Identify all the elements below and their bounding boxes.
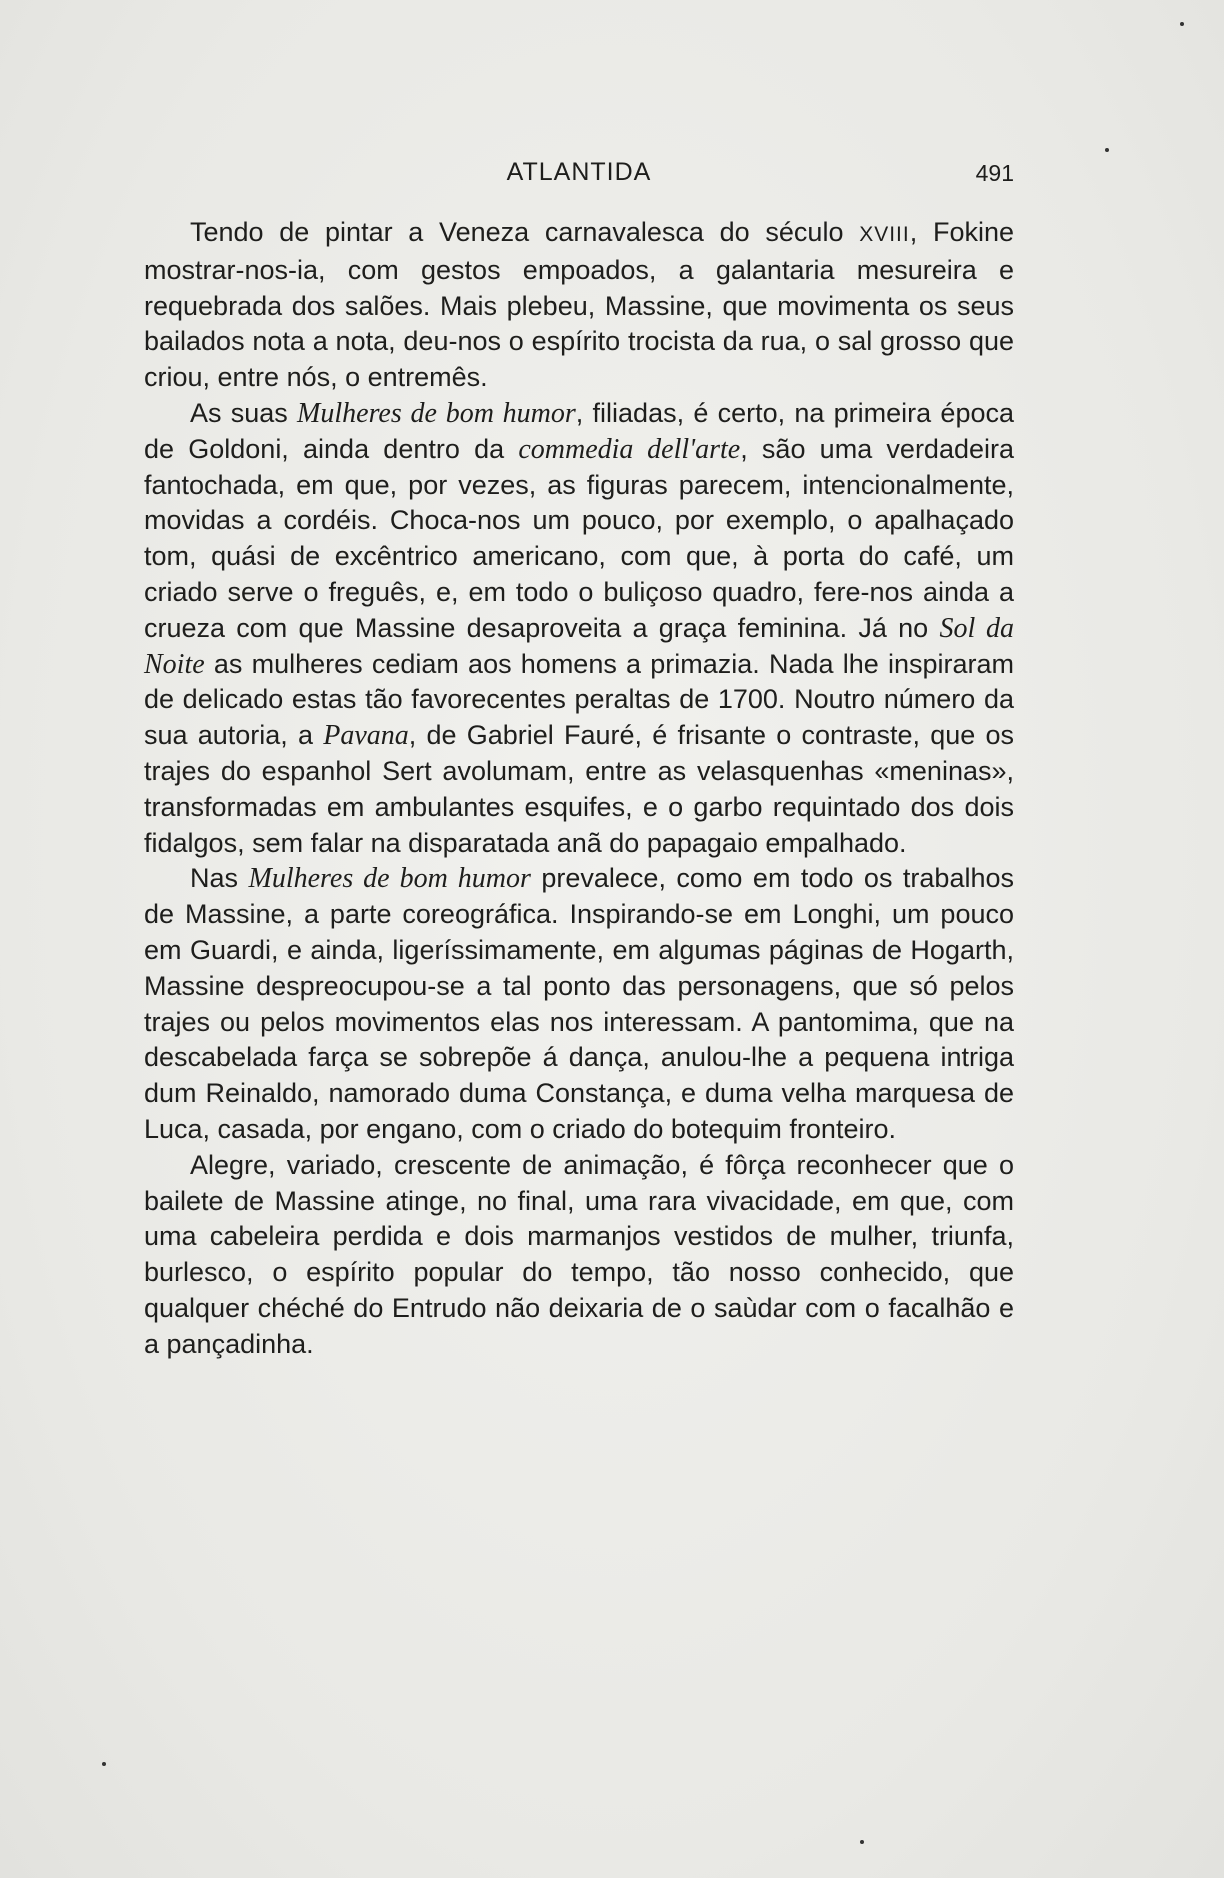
roman-numeral: XVIII xyxy=(859,223,910,246)
text-run: Alegre, variado, crescente de animação, é fôrça reconhecer que o bailete de Massine atinge, no final, uma rara vivacidade, em que, com uma cabeleira perdida e dois marmanjos vestidos de mulher, triunfa, burlesco, o espírito popular do tempo, tão nosso conhecido, que qualquer chéché do Entrudo não deixaria de o saùdar com o facalhão e a pançadinha. xyxy=(144,1149,1014,1359)
print-speck xyxy=(860,1840,864,1844)
running-head xyxy=(144,158,1014,192)
body-text xyxy=(144,215,1014,1363)
text-run: Tendo de pintar a Veneza carnavalesca do século xyxy=(190,217,860,247)
print-speck xyxy=(1105,148,1109,152)
paragraph xyxy=(144,1148,1014,1363)
text-run: As suas xyxy=(190,397,298,428)
print-speck xyxy=(1180,22,1184,26)
text-run: prevalece, como em todo os trabalhos de Massine, a parte coreográfica. Inspirando-se em Longhi, um pouco em Guardi, e ainda, ligeríssimamente, em algumas páginas de Hogarth, Massine despreocupou-se a tal ponto das personagens, que só pelos trajes ou pelos movimentos elas nos interessam. A pantomima, que na descabelada farça se sobrepõe á dança, anulou-lhe a pequena intriga dum Reinaldo, namorado duma Constança, e duma velha marquesa de Luca, casada, por engano, com o criado do botequim fronteiro. xyxy=(144,863,1014,1144)
italic-title: commedia dell'arte xyxy=(518,433,741,465)
page-number: 491 xyxy=(975,160,1014,186)
paragraph xyxy=(144,215,1014,396)
text-run: as mulheres cediam aos homens a primazia. Nada lhe inspiraram de delicado estas tão favorecentes peraltas de 1700. Noutro número da sua autoria, a xyxy=(144,648,1014,751)
italic-title: Mulheres de bom humor xyxy=(297,397,576,429)
print-speck xyxy=(102,1762,106,1766)
text-run: , Fokine mostrar-nos-ia, com gestos empoados, a galantaria mesureira e requebrada dos salões. Mais plebeu, Massine, que movimenta os seus bailados nota a nota, deu-nos o espírito trocista da rua, o sal grosso que criou, entre nós, o entremês. xyxy=(144,217,1014,393)
italic-title: Mulheres de bom humor xyxy=(248,863,531,895)
text-run: Nas xyxy=(190,863,249,894)
italic-title: Pavana xyxy=(323,720,409,752)
paragraph xyxy=(144,861,1014,1147)
running-title: ATLANTIDA xyxy=(506,158,652,186)
paragraph xyxy=(144,396,1014,861)
text-run: , são uma verdadeira fantochada, em que, por vezes, as figuras parecem, intencionalmente, movidas a cordéis. Choca-nos um pouco, por exemplo, o apalhaçado tom, quási de excêntrico americano, com que, à porta do café, um criado serve o freguês, e, em todo o buliçoso quadro, fere-nos ainda a crueza com que Massine desaproveita a graça feminina. Já no xyxy=(144,433,1015,643)
text-run: , filiadas, é certo, na primeira época de Goldoni, ainda dentro da xyxy=(144,397,1014,464)
italic-title: Sol da Noite xyxy=(144,612,1015,680)
text-run: , de Gabriel Fauré, é frisante o contraste, que os trajes do espanhol Sert avolumam, entre as velasquenhas «meninas», transformadas em ambulantes esquifes, e o garbo requintado dos dois fidalgos, sem falar na disparatada anã do papagaio empalhado. xyxy=(144,720,1014,858)
